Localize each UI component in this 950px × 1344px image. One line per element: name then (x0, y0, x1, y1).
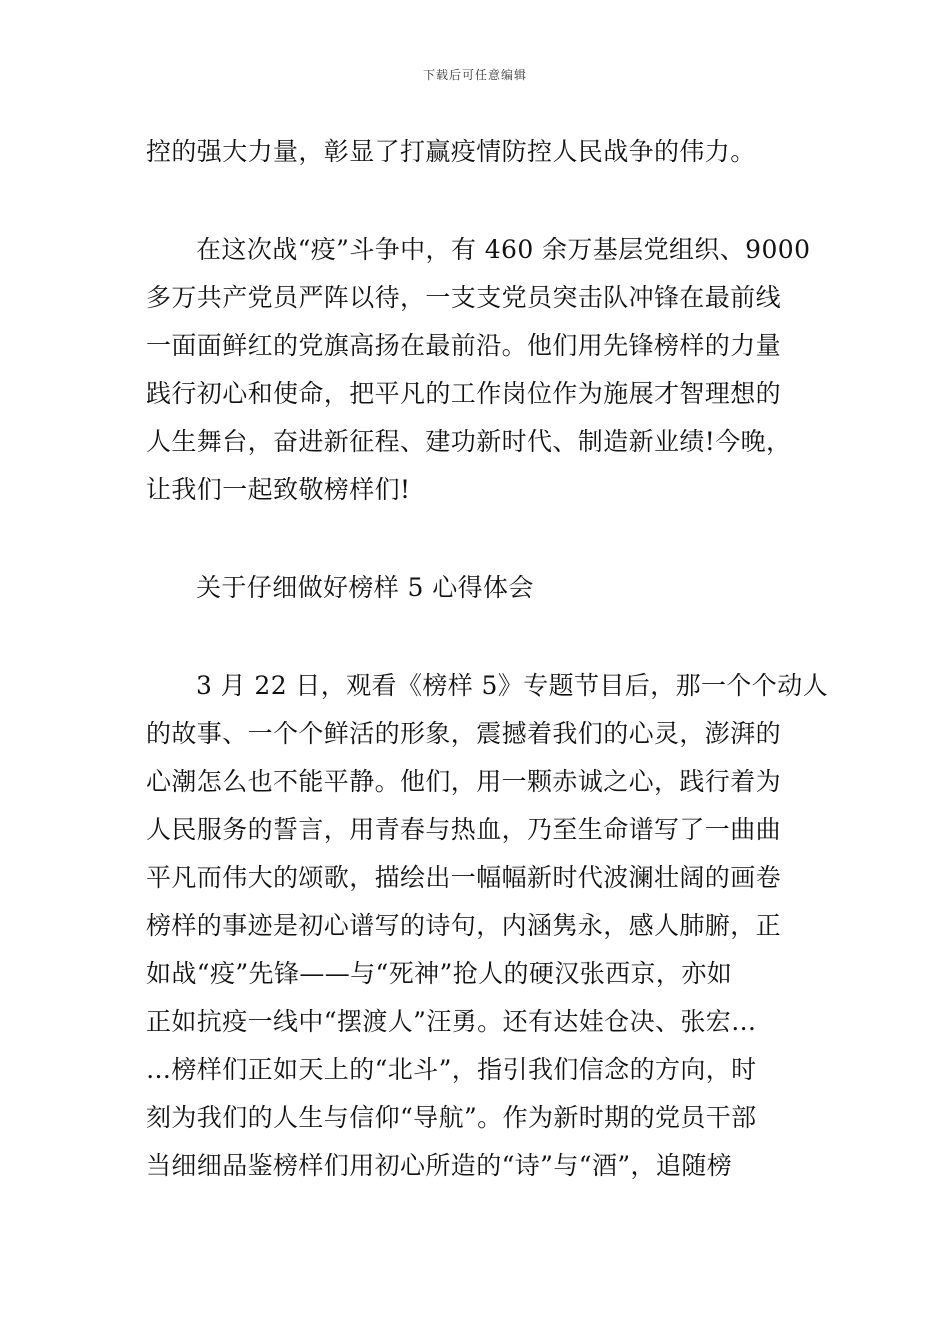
paragraph-1 (146, 128, 808, 176)
text-line: 多万共产党员严阵以待，一支支党员突击队冲锋在最前线 (146, 283, 782, 312)
text-line: 榜样的事迹是初心谱写的诗句，内涵隽永，感人肺腑，正 (146, 911, 782, 940)
text-line: 控的强大力量，彰显了打赢疫情防控人民战争的伟力。 (146, 137, 756, 166)
paragraph-2 (146, 226, 811, 514)
text-line: 的故事、一个个鲜活的形象，震撼着我们的心灵，澎湃的 (146, 719, 782, 748)
header-note: 下载后可任意编辑 (422, 68, 527, 82)
paragraph-gap (146, 514, 808, 564)
section-heading (146, 564, 808, 612)
paragraph-gap (146, 612, 808, 662)
section-title: 关于仔细做好榜样 5 心得体会 (196, 573, 534, 602)
text-line: 践行初心和使命，把平凡的工作岗位作为施展才智理想的 (146, 379, 782, 408)
text-line: 正如抗疫一线中“摆渡人”汪勇。还有达娃仓决、张宏… (146, 1007, 757, 1036)
text-line: 当细细品鉴榜样们用初心所造的“诗”与“酒”，追随榜 (146, 1151, 733, 1180)
text-line: 人民服务的誓言，用青春与热血，乃至生命谱写了一曲曲 (146, 815, 782, 844)
text-line: 让我们一起致敬榜样们! (146, 475, 411, 504)
text-line: 在这次战“疫”斗争中，有 460 余万基层党组织、9000 (196, 235, 811, 264)
text-line: 心潮怎么也不能平静。他们，用一颗赤诚之心，践行着为 (146, 767, 782, 796)
text-line: 平凡而伟大的颂歌，描绘出一幅幅新时代波澜壮阔的画卷 (146, 863, 782, 892)
text-line: 人生舞台，奋进新征程、建功新时代、制造新业绩!今晚， (146, 427, 792, 456)
paragraph-gap (146, 176, 808, 226)
text-line: 3 月 22 日，观看《榜样 5》专题节目后，那一个个动人 (196, 671, 829, 700)
text-line: 如战“疫”先锋——与“死神”抢人的硬汉张西京，亦如 (146, 959, 733, 988)
text-line: 一面面鲜红的党旗高扬在最前沿。他们用先锋榜样的力量 (146, 331, 782, 360)
text-line: 刻为我们的人生与信仰“导航”。作为新时期的党员干部 (146, 1103, 757, 1132)
text-line: …榜样们正如天上的“北斗”，指引我们信念的方向，时 (146, 1055, 757, 1084)
paragraph-3 (146, 662, 829, 1190)
document-body (146, 128, 829, 1190)
